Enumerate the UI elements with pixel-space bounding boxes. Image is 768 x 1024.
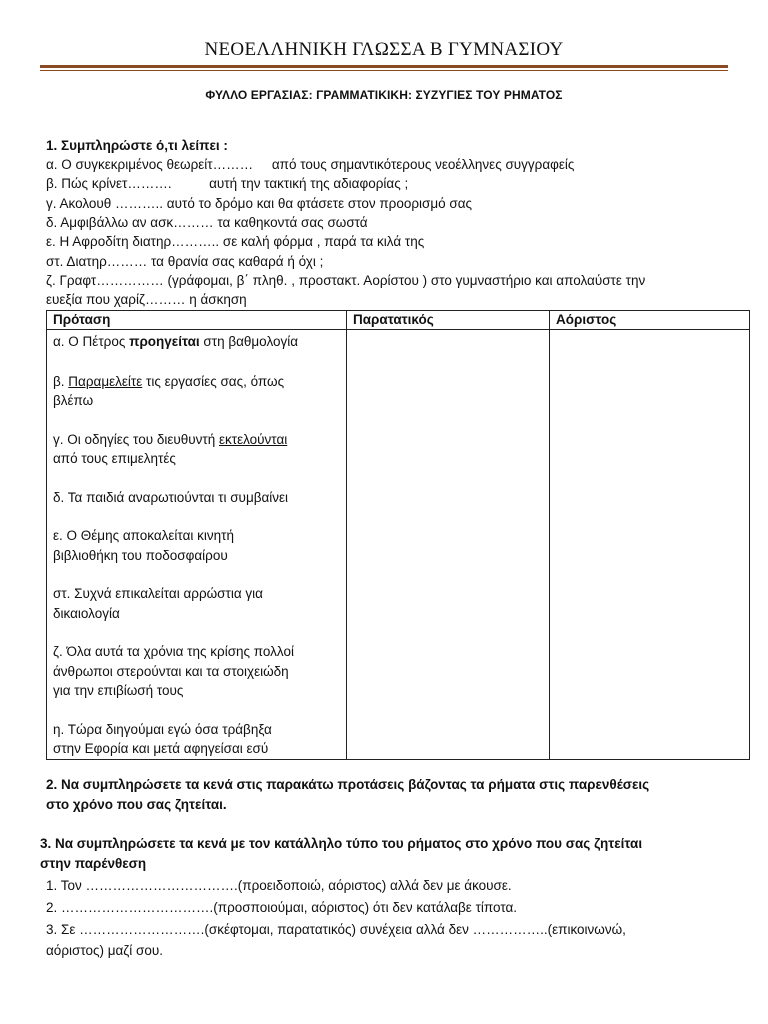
- table-row-sentence: ε. Ο Θέμης αποκαλείται κινητή: [53, 528, 234, 543]
- table-row-sentence: στ. Συχνά επικαλείται αρρώστια για: [53, 586, 263, 601]
- exercise-3-item-2: 2. …………………………….(προσποιούμαι, αόριστος) ότι δεν κατάλαβε τίποτα.: [46, 900, 518, 915]
- sentences-cell: [47, 330, 347, 760]
- exercise-3-item-3: 3. Σε ……………………….(σκέφτομαι, παρατατικός) συνέχεια αλλά δεν ……………..(επικοινωνώ,: [46, 922, 626, 937]
- exercise-3-item-3-cont: αόριστος) μαζί σου.: [46, 943, 163, 958]
- table-row-sentence: ζ. Όλα αυτά τα χρόνια της κρίσης πολλοί: [53, 644, 294, 659]
- exercise-2-heading-cont: στο χρόνο που σας ζητείται.: [46, 797, 227, 812]
- exercise-3-item-1: 1. Τον …………………………….(προειδοποιώ, αόριστος) αλλά δεν με άκουσε.: [46, 878, 512, 893]
- table-row-sentence-cont: βιβλιοθήκη του ποδοσφαίρου: [53, 547, 228, 563]
- table-row-sentence: δ. Τα παιδιά αναρωτιούνται τι συμβαίνει: [53, 489, 289, 505]
- exercise-1-line-b: β. Πώς κρίνετ………. αυτή την τακτική της αδιαφορίας ;: [46, 176, 409, 191]
- column-header-sentence: Πρόταση: [47, 311, 347, 330]
- table-row-sentence-cont: άνθρωποι στερούνται και τα στοιχειώδη: [53, 663, 289, 679]
- column-header-imperfect: Παρατατικός: [347, 311, 550, 330]
- exercise-2-heading: 2. Να συμπληρώσετε τα κενά στις παρακάτω προτάσεις βάζοντας τα ρήματα στις παρενθέσεις: [46, 777, 650, 792]
- title-rule-thick: [40, 65, 728, 68]
- exercise-1-line-a: α. Ο συγκεκριμένος θεωρείτ……… από τους σημαντικότερους νεοέλληνες συγγραφείς: [46, 157, 575, 172]
- verb-tense-table: [46, 310, 750, 760]
- table-row-sentence-cont: στην Εφορία και μετά αφηγείσαι εσύ: [53, 741, 269, 756]
- table-row-sentence: γ. Οι οδηγίες του διευθυντή εκτελούνται: [53, 431, 288, 447]
- exercise-1-line-z-cont: ευεξία που χαρίζ……… η άσκηση: [46, 292, 247, 307]
- page-title: ΝΕΟΕΛΛΗΝΙΚΗ ΓΛΩΣΣΑ Β ΓΥΜΝΑΣΙΟΥ: [204, 39, 564, 60]
- aorist-answer-cell[interactable]: [550, 330, 750, 760]
- table-row-sentence: η. Τώρα διηγούμαι εγώ όσα τράβηξα: [53, 721, 272, 737]
- exercise-1-line-c: γ. Ακολουθ ……….. αυτό το δρόμο και θα φτάσετε στον προορισμό σας: [46, 196, 473, 211]
- title-rule-thin: [40, 70, 728, 71]
- worksheet-subtitle: ΦΥΛΛΟ ΕΡΓΑΣΙΑΣ: ΓΡΑΜΜΑΤΙΚΙΚΗ: ΣΥΖΥΓΙΕΣ ΤΟΥ ΡΗΜΑΤΟΣ: [205, 88, 563, 102]
- imperfect-answer-cell[interactable]: [347, 330, 550, 760]
- exercise-1-line-d: δ. Αμφιβάλλω αν ασκ……… τα καθηκοντά σας σωστά: [46, 215, 368, 230]
- exercise-3-heading-cont: στην παρένθεση: [40, 856, 147, 871]
- table-row-sentence-cont: βλέπω: [53, 393, 94, 408]
- exercise-3-heading: 3. Να συμπληρώσετε τα κενά με τον κατάλληλο τύπο του ρήματος στο χρόνο που σας ζητείται: [40, 836, 643, 851]
- exercise-1-line-st: στ. Διατηρ……… τα θρανία σας καθαρά ή όχι ;: [46, 254, 324, 269]
- exercise-1-heading: 1. Συμπληρώστε ό,τι λείπει :: [46, 138, 228, 153]
- exercise-1-line-z: ζ. Γραφτ…………… (γράφομαι, β΄ πληθ. , προστακτ. Αορίστου ) στο γυμναστήριο και απολαύστε την: [46, 273, 646, 288]
- table-row-sentence: α. Ο Πέτρος προηγείται στη βαθμολογία: [53, 334, 299, 349]
- table-row-sentence-cont: για την επιβίωσή τους: [53, 683, 184, 698]
- table-row-sentence-cont: από τους επιμελητές: [53, 451, 176, 466]
- table-row-sentence-cont: δικαιολογία: [53, 605, 120, 621]
- column-header-aorist: Αόριστος: [550, 311, 750, 330]
- exercise-1-line-e: ε. Η Αφροδίτη διατηρ……….. σε καλή φόρμα , παρά τα κιλά της: [46, 234, 425, 249]
- table-row-sentence: β. Παραμελείτε τις εργασίες σας, όπως: [53, 373, 285, 389]
